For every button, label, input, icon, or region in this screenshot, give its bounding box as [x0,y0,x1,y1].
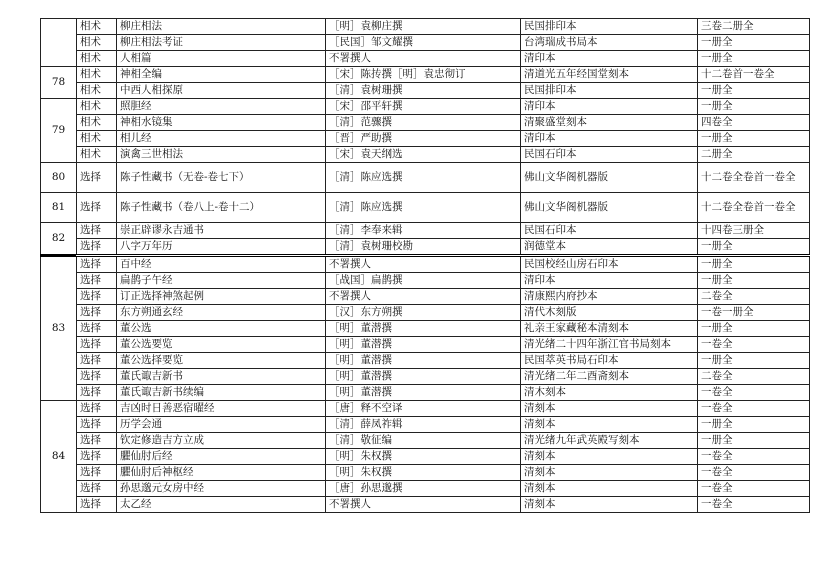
category-cell: 相术 [77,51,117,67]
author-cell: ［清］袁树珊校勘 [326,239,521,256]
table-row [41,433,810,449]
volumes-cell: 十二卷全卷首一卷全 [698,163,810,193]
title-cell: 历学会通 [117,417,326,433]
author-cell: ［清］陈应选撰 [326,163,521,193]
table-row [41,256,810,273]
author-cell: ［清］薛凤祚辑 [326,417,521,433]
volumes-cell: 十四卷三册全 [698,223,810,239]
edition-cell: 清印本 [521,99,698,115]
title-cell: 臞仙肘后经 [117,449,326,465]
volumes-cell: 一卷全 [698,401,810,417]
volumes-cell: 十二卷全卷首一卷全 [698,193,810,223]
category-cell: 选择 [77,433,117,449]
volumes-cell: 二卷全 [698,289,810,305]
author-cell: 不署撰人 [326,256,521,273]
author-cell: 不署撰人 [326,51,521,67]
category-cell: 相术 [77,147,117,163]
author-cell: ［宋］袁天纲选 [326,147,521,163]
volumes-cell: 一册全 [698,51,810,67]
volumes-cell: 一册全 [698,239,810,256]
author-cell: ［宋］陈抟撰［明］袁忠彻订 [326,67,521,83]
category-cell: 选择 [77,305,117,321]
edition-cell: 民国石印本 [521,223,698,239]
edition-cell: 清印本 [521,131,698,147]
table-row [41,239,810,256]
group-number-cell: 80 [41,163,77,193]
title-cell: 钦定修造吉方立成 [117,433,326,449]
group-number-cell: 81 [41,193,77,223]
edition-cell: 民国校经山房石印本 [521,256,698,273]
title-cell: 扁鹊子午经 [117,273,326,289]
author-cell: ［唐］孙思邈撰 [326,481,521,497]
volumes-cell: 一册全 [698,353,810,369]
edition-cell: 清印本 [521,51,698,67]
author-cell: ［明］朱权撰 [326,465,521,481]
volumes-cell: 十二卷首一卷全 [698,67,810,83]
edition-cell: 民国排印本 [521,19,698,35]
author-cell: ［晋］严助撰 [326,131,521,147]
title-cell: 八字万年历 [117,239,326,256]
table-row [41,465,810,481]
category-cell: 相术 [77,19,117,35]
edition-cell: 清刻本 [521,417,698,433]
volumes-cell: 一卷全 [698,465,810,481]
category-cell: 选择 [77,385,117,401]
title-cell: 董公选择要览 [117,353,326,369]
author-cell: ［清］袁树珊撰 [326,83,521,99]
table-row [41,83,810,99]
edition-cell: 清刻本 [521,449,698,465]
table-row [41,19,810,35]
title-cell: 臞仙肘后神枢经 [117,465,326,481]
group-number-cell [41,19,77,67]
title-cell: 陈子性藏书（无卷-卷七下） [117,163,326,193]
group-number-cell: 78 [41,67,77,99]
category-cell: 选择 [77,353,117,369]
category-cell: 选择 [77,497,117,513]
category-cell: 选择 [77,465,117,481]
title-cell: 崇正辟谬永吉通书 [117,223,326,239]
author-cell: ［明］董潜撰 [326,369,521,385]
title-cell: 人相篇 [117,51,326,67]
title-cell: 董公选 [117,321,326,337]
edition-cell: 清刻本 [521,465,698,481]
author-cell: ［明］董潜撰 [326,385,521,401]
author-cell: ［清］敬征编 [326,433,521,449]
edition-cell: 清光绪二年二酉斋刻本 [521,369,698,385]
title-cell: 百中经 [117,256,326,273]
volumes-cell: 二卷全 [698,369,810,385]
title-cell: 董氏诹吉新书 [117,369,326,385]
title-cell: 吉凶时日善恶宿曜经 [117,401,326,417]
volumes-cell: 一册全 [698,417,810,433]
table-row [41,163,810,193]
edition-cell: 清道光五年经国堂刻本 [521,67,698,83]
category-cell: 相术 [77,131,117,147]
title-cell: 孙思邈元女房中经 [117,481,326,497]
edition-cell: 民国石印本 [521,147,698,163]
author-cell: ［明］袁柳庄撰 [326,19,521,35]
title-cell: 中西人相探原 [117,83,326,99]
group-number-cell: 79 [41,99,77,163]
category-cell: 相术 [77,115,117,131]
table-row [41,497,810,513]
catalog-table-body [41,19,810,513]
table-row [41,67,810,83]
category-cell: 选择 [77,193,117,223]
group-number-cell: 83 [41,256,77,401]
edition-cell: 清代木刻版 [521,305,698,321]
table-row [41,223,810,239]
title-cell: 董公选要览 [117,337,326,353]
table-row [41,449,810,465]
volumes-cell: 一册全 [698,321,810,337]
table-row [41,417,810,433]
author-cell: ［战国］扁鹊撰 [326,273,521,289]
group-number-cell: 82 [41,223,77,256]
table-row [41,337,810,353]
edition-cell: 礼亲王家藏秘本清刻本 [521,321,698,337]
title-cell: 照胆经 [117,99,326,115]
volumes-cell: 二册全 [698,147,810,163]
volumes-cell: 一卷全 [698,497,810,513]
title-cell: 太乙经 [117,497,326,513]
table-row [41,401,810,417]
category-cell: 选择 [77,401,117,417]
edition-cell: 清光绪二十四年浙江官书局刻本 [521,337,698,353]
table-row [41,321,810,337]
edition-cell: 佛山文华阁机器版 [521,163,698,193]
category-cell: 选择 [77,273,117,289]
title-cell: 董氏诹吉新书续编 [117,385,326,401]
author-cell: ［清］李奉来辑 [326,223,521,239]
table-row [41,147,810,163]
title-cell: 陈子性藏书（卷八上-卷十二） [117,193,326,223]
title-cell: 神相全编 [117,67,326,83]
volumes-cell: 一卷全 [698,385,810,401]
category-cell: 相术 [77,99,117,115]
author-cell: ［明］董潜撰 [326,353,521,369]
category-cell: 相术 [77,67,117,83]
volumes-cell: 一册全 [698,35,810,51]
table-row [41,273,810,289]
edition-cell: 民国排印本 [521,83,698,99]
author-cell: 不署撰人 [326,497,521,513]
volumes-cell: 一册全 [698,83,810,99]
edition-cell: 清聚盛堂刻本 [521,115,698,131]
edition-cell: 润德堂本 [521,239,698,256]
edition-cell: 清木刻本 [521,385,698,401]
category-cell: 选择 [77,481,117,497]
table-row [41,131,810,147]
title-cell: 东方朔通玄经 [117,305,326,321]
category-cell: 选择 [77,321,117,337]
author-cell: ［唐］释不空译 [326,401,521,417]
category-cell: 相术 [77,35,117,51]
edition-cell: 佛山文华阁机器版 [521,193,698,223]
author-cell: ［民国］邹文耀撰 [326,35,521,51]
author-cell: ［宋］邵平轩撰 [326,99,521,115]
group-number-cell: 84 [41,401,77,513]
title-cell: 神相水镜集 [117,115,326,131]
volumes-cell: 一卷全 [698,337,810,353]
author-cell: ［明］董潜撰 [326,337,521,353]
title-cell: 订正选择神煞起例 [117,289,326,305]
author-cell: ［清］陈应选撰 [326,193,521,223]
volumes-cell: 一册全 [698,99,810,115]
table-row [41,51,810,67]
category-cell: 选择 [77,337,117,353]
table-row [41,115,810,131]
edition-cell: 清刻本 [521,497,698,513]
table-row [41,289,810,305]
volumes-cell: 一册全 [698,433,810,449]
title-cell: 演禽三世相法 [117,147,326,163]
category-cell: 选择 [77,239,117,256]
table-row [41,481,810,497]
table-row [41,193,810,223]
category-cell: 选择 [77,223,117,239]
category-cell: 选择 [77,369,117,385]
table-row [41,99,810,115]
author-cell: ［汉］东方朔撰 [326,305,521,321]
volumes-cell: 一卷一册全 [698,305,810,321]
title-cell: 相儿经 [117,131,326,147]
volumes-cell: 三卷二册全 [698,19,810,35]
volumes-cell: 一册全 [698,256,810,273]
table-row [41,369,810,385]
edition-cell: 民国萃英书局石印本 [521,353,698,369]
catalog-table [40,18,810,513]
edition-cell: 台湾瑞成书局本 [521,35,698,51]
category-cell: 相术 [77,83,117,99]
category-cell: 选择 [77,163,117,193]
volumes-cell: 一卷全 [698,449,810,465]
author-cell: ［明］董潜撰 [326,321,521,337]
title-cell: 柳庄相法考证 [117,35,326,51]
category-cell: 选择 [77,449,117,465]
edition-cell: 清刻本 [521,401,698,417]
volumes-cell: 四卷全 [698,115,810,131]
category-cell: 选择 [77,417,117,433]
author-cell: 不署撰人 [326,289,521,305]
table-row [41,305,810,321]
volumes-cell: 一册全 [698,131,810,147]
table-row [41,353,810,369]
volumes-cell: 一册全 [698,273,810,289]
edition-cell: 清刻本 [521,481,698,497]
title-cell: 柳庄相法 [117,19,326,35]
author-cell: ［清］范骤撰 [326,115,521,131]
edition-cell: 清光绪九年武英殿写刻本 [521,433,698,449]
edition-cell: 清印本 [521,273,698,289]
category-cell: 选择 [77,256,117,273]
author-cell: ［明］朱权撰 [326,449,521,465]
table-row [41,35,810,51]
edition-cell: 清康熙内府抄本 [521,289,698,305]
table-row [41,385,810,401]
volumes-cell: 一卷全 [698,481,810,497]
category-cell: 选择 [77,289,117,305]
